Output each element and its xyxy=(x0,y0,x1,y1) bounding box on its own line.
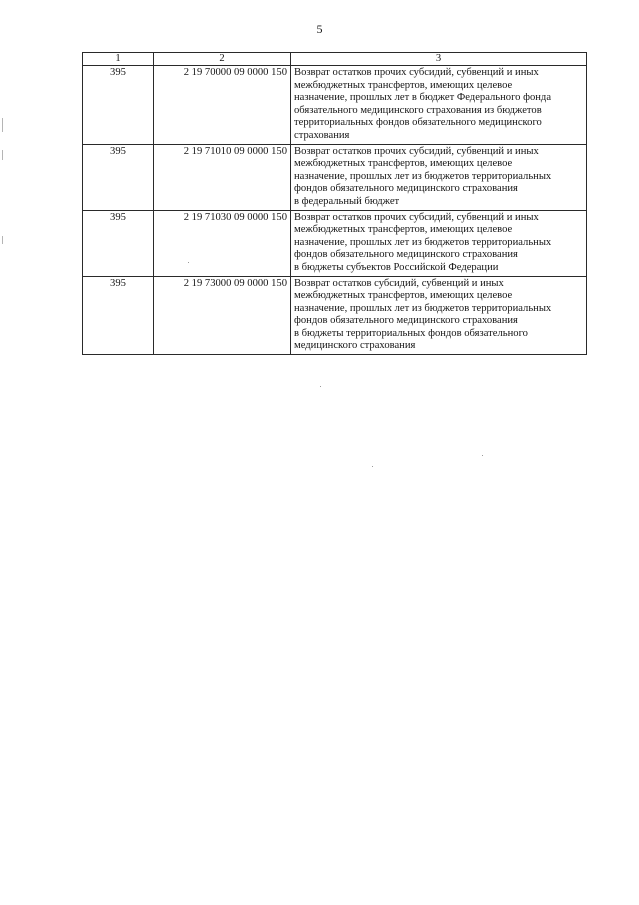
revenue-name-line: межбюджетных трансфертов, имеющих целевое xyxy=(294,158,513,170)
revenue-name-cell xyxy=(291,66,587,145)
budget-classification-code-cell: 2 19 71030 09 0000 150 xyxy=(154,210,291,276)
revenue-name-line: территориальных фондов обязательного медицинского xyxy=(294,117,542,129)
revenue-name-line: назначение, прошлых лет из бюджетов территориальных xyxy=(294,302,552,314)
revenue-name-line: Возврат остатков прочих субсидий, субвенций и иных xyxy=(294,211,539,223)
revenue-name-line: межбюджетных трансфертов, имеющих целевое xyxy=(294,290,513,302)
revenue-name-cell xyxy=(291,210,587,276)
table-row xyxy=(83,276,587,355)
revenue-name-line: в федеральный бюджет xyxy=(294,195,400,207)
budget-classification-code-cell: 2 19 70000 09 0000 150 xyxy=(154,66,291,145)
table-header-row xyxy=(83,53,587,66)
column-header-1: 1 xyxy=(83,53,154,66)
budget-classification-code-cell: 2 19 71010 09 0000 150 xyxy=(154,144,291,210)
admin-code-cell: 395 xyxy=(83,144,154,210)
budget-classification-code-cell: 2 19 73000 09 0000 150 xyxy=(154,276,291,355)
scan-edge-mark xyxy=(2,118,3,132)
revenue-name-cell xyxy=(291,276,587,355)
revenue-name-line: в бюджеты субъектов Российской Федерации xyxy=(294,261,499,273)
revenue-name-line: фондов обязательного медицинского страхования xyxy=(294,315,518,327)
admin-code-cell: 395 xyxy=(83,276,154,355)
table-row xyxy=(83,66,587,145)
revenue-name-line: Возврат остатков субсидий, субвенций и иных xyxy=(294,277,504,289)
revenue-name-cell xyxy=(291,144,587,210)
table-row xyxy=(83,144,587,210)
revenue-name-line: Возврат остатков прочих субсидий, субвенций и иных xyxy=(294,67,539,78)
scan-edge-mark xyxy=(2,236,3,244)
revenue-name-line: фондов обязательного медицинского страхования xyxy=(294,183,518,195)
revenue-name-line: Возврат остатков прочих субсидий, субвенций и иных xyxy=(294,145,539,157)
revenue-name-line: страхования xyxy=(294,129,350,141)
page-number: 5 xyxy=(316,22,323,36)
admin-code-cell: 395 xyxy=(83,210,154,276)
budget-codes-table xyxy=(82,52,587,355)
revenue-name-line: межбюджетных трансфертов, имеющих целевое xyxy=(294,224,513,236)
scan-speck xyxy=(372,466,373,467)
column-header-3: 3 xyxy=(291,53,587,66)
revenue-name-line: назначение, прошлых лет в бюджет Федерального фонда xyxy=(294,92,552,104)
scan-speck xyxy=(320,386,321,387)
scan-edge-mark xyxy=(2,150,3,160)
revenue-name-line: назначение, прошлых лет из бюджетов территориальных xyxy=(294,236,552,248)
revenue-name-line: фондов обязательного медицинского страхования xyxy=(294,249,518,261)
revenue-name-line: медицинского страхования xyxy=(294,340,416,352)
table-row xyxy=(83,210,587,276)
revenue-name-line: межбюджетных трансфертов, имеющих целевое xyxy=(294,79,513,91)
revenue-name-line: назначение, прошлых лет из бюджетов территориальных xyxy=(294,170,552,182)
scan-speck xyxy=(482,455,483,456)
column-header-2: 2 xyxy=(154,53,291,66)
revenue-name-line: обязательного медицинского страхования из бюджетов xyxy=(294,104,542,116)
revenue-name-line: в бюджеты территориальных фондов обязательного xyxy=(294,327,528,339)
admin-code-cell: 395 xyxy=(83,66,154,145)
